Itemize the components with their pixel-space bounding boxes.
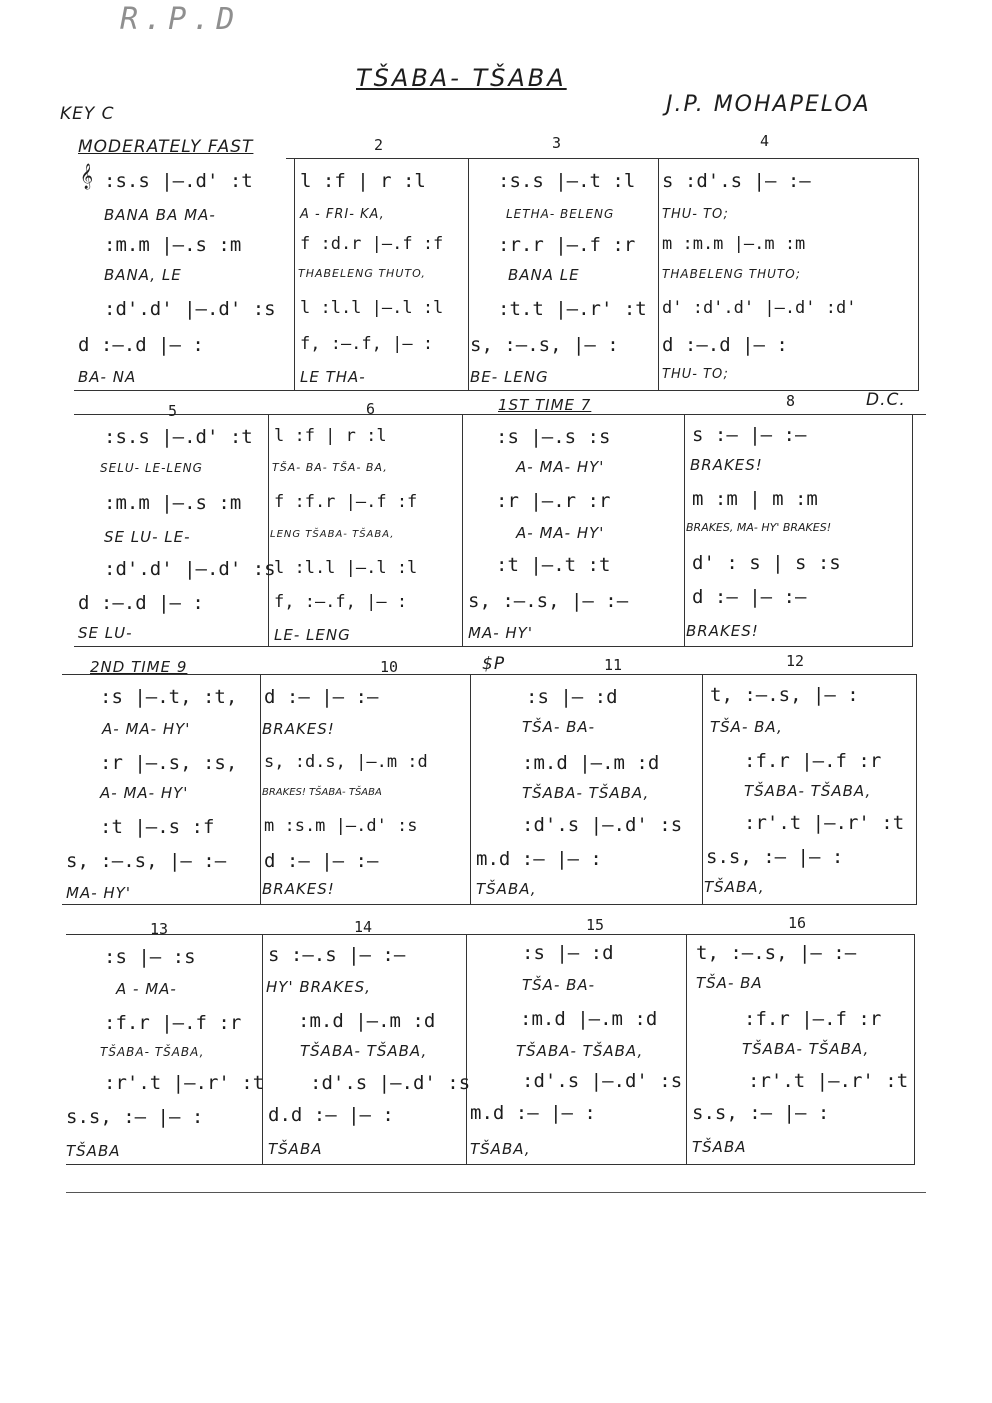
m12-soprano: t, :–.s, |– :	[710, 684, 859, 706]
m2-soprano: l :f | r :l	[300, 170, 426, 192]
m12-lyric-alto: TŠABA- TŠABA,	[744, 782, 872, 800]
first-ending-label: 1ST TIME 7	[498, 396, 592, 414]
m9-bass: s, :–.s, |– :–	[66, 850, 227, 872]
m6-lyric-soprano: TŠA- BA- TŠA- BA,	[272, 461, 388, 474]
m10-tenor: m :s.m |–.d' :s	[264, 816, 418, 836]
m2-tenor: l :l.l |–.l :l	[300, 298, 444, 318]
segno-mark: $P	[482, 654, 506, 674]
m12-alto: :f.r |–.f :r	[744, 750, 882, 772]
m15-lyric-alto: TŠABA- TŠABA,	[516, 1042, 644, 1060]
m2-lyric-bass: LE THA-	[300, 368, 366, 386]
m5-lyric-soprano: SELU- LE-LENG	[100, 461, 203, 475]
m13-lyric-soprano: A - MA-	[116, 980, 177, 998]
m11-bass: m.d :– |– :	[476, 848, 602, 870]
m10-lyric-soprano: BRAKES!	[262, 720, 335, 738]
barline	[466, 934, 467, 1164]
m2-alto: f :d.r |–.f :f	[300, 234, 444, 254]
m8-soprano: s :– |– :–	[692, 424, 807, 446]
m3-lyric-soprano: LETHA- BELENG	[506, 207, 615, 221]
m13-lyric-alto: TŠABA- TŠABA,	[100, 1045, 205, 1059]
barline	[470, 674, 471, 904]
m14-lyric-soprano: HY' BRAKES,	[266, 978, 371, 996]
m11-lyric-bass: TŠABA,	[476, 880, 537, 898]
m5-bass: d :–.d |– :	[78, 592, 204, 614]
measure-number-12: 12	[786, 652, 805, 670]
m7-bass: s, :–.s, |– :–	[468, 590, 629, 612]
barline	[260, 674, 261, 904]
song-title: TŠABA- TŠABA	[356, 64, 567, 92]
m4-alto: m :m.m |–.m :m	[662, 234, 806, 254]
key-signature: KEY C	[60, 104, 115, 124]
m8-alto: m :m | m :m	[692, 488, 818, 510]
measure-number-11: 11	[604, 656, 623, 674]
m7-lyric-soprano: A- MA- HY'	[516, 458, 605, 476]
barline	[702, 674, 703, 904]
measure-number-4: 4	[760, 132, 770, 150]
measure-number-16: 16	[788, 914, 807, 932]
m16-lyric-soprano: TŠA- BA	[696, 974, 763, 992]
m5-lyric-bass: SE LU-	[78, 624, 133, 642]
m13-soprano: :s |– :s	[104, 946, 196, 968]
m14-lyric-bass: TŠABA	[268, 1140, 323, 1158]
m2-bass: f, :–.f, |– :	[300, 334, 434, 354]
m7-lyric-alto: A- MA- HY'	[516, 524, 605, 542]
m14-tenor: :d'.s |–.d' :s	[310, 1072, 471, 1094]
m16-alto: :f.r |–.f :r	[744, 1008, 882, 1030]
m16-lyric-bass: TŠABA	[692, 1138, 747, 1156]
m9-lyric-bass: MA- HY'	[66, 884, 131, 902]
m12-tenor: :r'.t |–.r' :t	[744, 812, 905, 834]
m8-tenor: d' : s | s :s	[692, 552, 841, 574]
m14-bass: d.d :– |– :	[268, 1104, 394, 1126]
m8-lyric-alto: BRAKES, MA- HY' BRAKES!	[686, 521, 832, 534]
m16-soprano: t, :–.s, |– :–	[696, 942, 857, 964]
m9-tenor: :t |–.s :f	[100, 816, 215, 838]
m3-bass: s, :–.s, |– :	[470, 334, 619, 356]
m10-bass: d :– |– :–	[264, 850, 379, 872]
measure-number-2: 2	[374, 136, 384, 154]
m14-lyric-alto: TŠABA- TŠABA,	[300, 1042, 428, 1060]
m5-tenor: :d'.d' |–.d' :s	[104, 558, 276, 580]
m3-lyric-bass: BE- LENG	[470, 368, 549, 386]
barline	[294, 158, 295, 390]
m4-tenor: d' :d'.d' |–.d' :d'	[662, 298, 857, 318]
m15-tenor: :d'.s |–.d' :s	[522, 1070, 683, 1092]
m1-bass: d :–.d |– :	[78, 334, 204, 356]
bottom-rule	[66, 1192, 926, 1193]
m3-lyric-alto: BANA LE	[508, 266, 580, 284]
m7-lyric-bass: MA- HY'	[468, 624, 533, 642]
m3-soprano: :s.s |–.t :l	[498, 170, 636, 192]
m6-lyric-alto: LENG TŠABA- TŠABA,	[270, 529, 395, 540]
m6-soprano: l :f | r :l	[274, 426, 387, 446]
second-ending-label: 2ND TIME 9	[90, 658, 188, 676]
m4-lyric-bass: THU- TO;	[662, 367, 729, 382]
m8-bass: d :– |– :–	[692, 586, 807, 608]
m3-tenor: :t.t |–.r' :t	[498, 298, 647, 320]
m16-bass: s.s, :– |– :	[692, 1102, 830, 1124]
m1-lyric-bass: BA- NA	[78, 368, 137, 386]
m16-lyric-alto: TŠABA- TŠABA,	[742, 1040, 870, 1058]
m9-lyric-alto: A- MA- HY'	[100, 784, 189, 802]
m1-tenor: :d'.d' |–.d' :s	[104, 298, 276, 320]
barline	[686, 934, 687, 1164]
barline	[468, 158, 469, 390]
m12-lyric-soprano: TŠA- BA,	[710, 718, 783, 736]
m16-tenor: :r'.t |–.r' :t	[748, 1070, 909, 1092]
m10-alto: s, :d.s, |–.m :d	[264, 752, 428, 772]
barline	[268, 414, 269, 646]
measure-number-5: 5	[168, 402, 178, 420]
m2-lyric-soprano: A - FRI- KA,	[300, 207, 385, 222]
tempo-marking: MODERATELY FAST	[78, 137, 254, 157]
m1-lyric-soprano: BANA BA MA-	[104, 206, 216, 224]
m10-lyric-bass: BRAKES!	[262, 880, 335, 898]
m15-lyric-bass: TŠABA,	[470, 1140, 531, 1158]
barline	[684, 414, 685, 646]
m8-lyric-bass: BRAKES!	[686, 622, 759, 640]
composer-name: J.P. MOHAPELOA	[666, 92, 871, 117]
measure-number-14: 14	[354, 918, 373, 936]
barline	[262, 934, 263, 1164]
m7-soprano: :s |–.s :s	[496, 426, 611, 448]
m11-lyric-alto: TŠABA- TŠABA,	[522, 784, 650, 802]
m6-alto: f :f.r |–.f :f	[274, 492, 418, 512]
m12-lyric-bass: TŠABA,	[704, 878, 765, 896]
m11-soprano: :s |– :d	[526, 686, 618, 708]
barline	[658, 158, 659, 390]
measure-number-6: 6	[366, 400, 376, 418]
m4-bass: d :–.d |– :	[662, 334, 788, 356]
da-capo-mark: D.C.	[866, 390, 906, 410]
m10-lyric-alto: BRAKES! TŠABA- TŠABA	[262, 787, 382, 798]
m15-alto: :m.d |–.m :d	[520, 1008, 658, 1030]
m3-alto: :r.r |–.f :r	[498, 234, 636, 256]
measure-number-15: 15	[586, 916, 605, 934]
m13-bass: s.s, :– |– :	[66, 1106, 204, 1128]
m1-lyric-alto: BANA, LE	[104, 266, 182, 284]
m9-lyric-soprano: A- MA- HY'	[102, 720, 191, 738]
m9-soprano: :s |–.t, :t,	[100, 686, 238, 708]
m2-lyric-alto: THABELENG THUTO,	[298, 267, 426, 280]
m1-alto: :m.m |–.s :m	[104, 234, 242, 256]
m5-lyric-alto: SE LU- LE-	[104, 528, 191, 546]
m4-lyric-alto: THABELENG THUTO;	[662, 267, 801, 281]
m14-alto: :m.d |–.m :d	[298, 1010, 436, 1032]
m15-soprano: :s |– :d	[522, 942, 614, 964]
m14-soprano: s :–.s |– :–	[268, 944, 406, 966]
m6-lyric-bass: LE- LENG	[274, 626, 351, 644]
measure-number-13: 13	[150, 920, 169, 938]
m10-soprano: d :– |– :–	[264, 686, 379, 708]
m9-alto: :r |–.s, :s,	[100, 752, 238, 774]
measure-number-8: 8	[786, 392, 796, 410]
m13-tenor: :r'.t |–.r' :t	[104, 1072, 265, 1094]
m6-tenor: l :l.l |–.l :l	[274, 558, 418, 578]
m8-lyric-soprano: BRAKES!	[690, 456, 763, 474]
m15-lyric-soprano: TŠA- BA-	[522, 976, 596, 994]
m12-bass: s.s, :– |– :	[706, 846, 844, 868]
m7-tenor: :t |–.t :t	[496, 554, 611, 576]
m6-bass: f, :–.f, |– :	[274, 592, 408, 612]
m13-alto: :f.r |–.f :r	[104, 1012, 242, 1034]
barline	[462, 414, 463, 646]
m4-lyric-soprano: THU- TO;	[662, 207, 729, 222]
m5-alto: :m.m |–.s :m	[104, 492, 242, 514]
measure-number-3: 3	[552, 134, 562, 152]
treble-clef: 𝄞	[80, 164, 94, 189]
measure-number-10: 10	[380, 658, 399, 676]
m7-alto: :r |–.r :r	[496, 490, 611, 512]
m11-tenor: :d'.s |–.d' :s	[522, 814, 683, 836]
m11-alto: :m.d |–.m :d	[522, 752, 660, 774]
m13-lyric-bass: TŠABA	[66, 1142, 121, 1160]
m5-soprano: :s.s |–.d' :t	[104, 426, 253, 448]
m4-soprano: s :d'.s |– :–	[662, 170, 811, 192]
archive-stamp: R.P.D	[120, 2, 241, 37]
m15-bass: m.d :– |– :	[470, 1102, 596, 1124]
m11-lyric-soprano: TŠA- BA-	[522, 718, 596, 736]
m1-soprano: :s.s |–.d' :t	[104, 170, 253, 192]
